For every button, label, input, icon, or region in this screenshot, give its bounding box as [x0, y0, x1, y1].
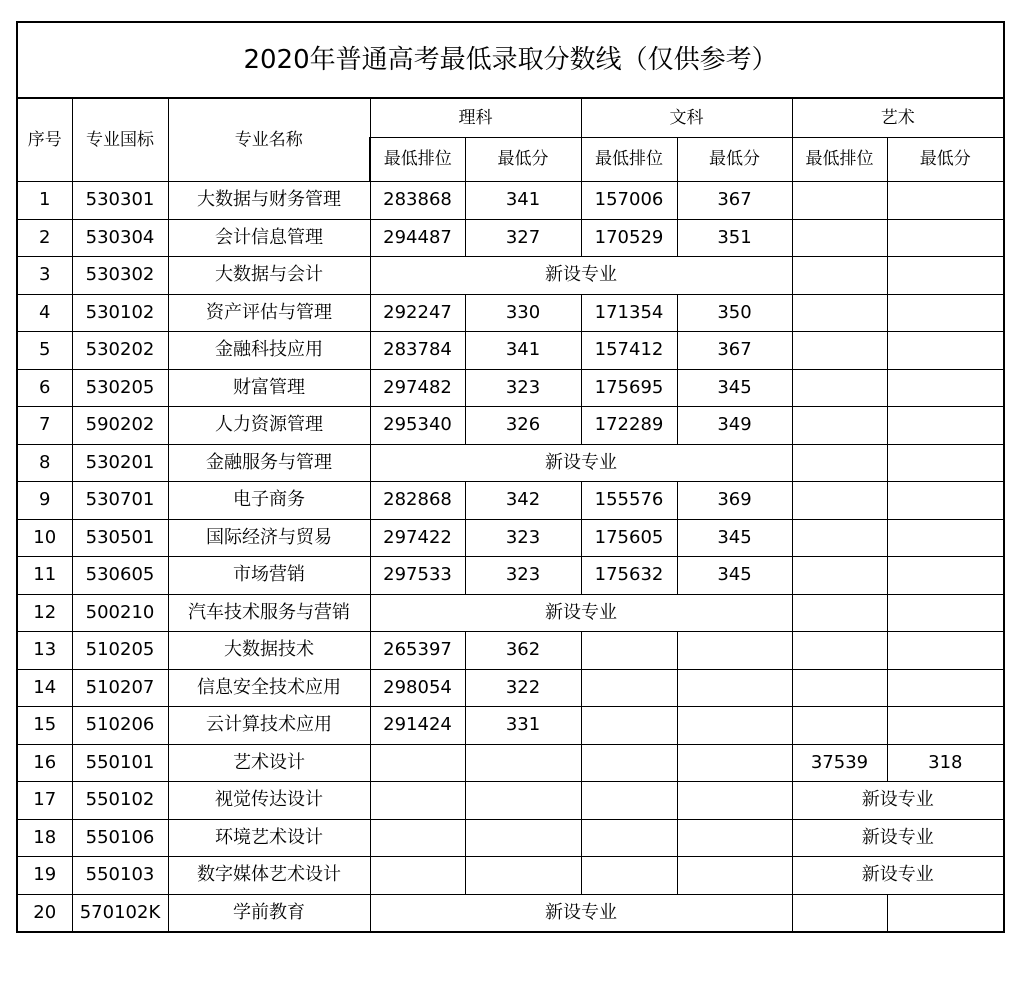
cell-art-rank	[792, 669, 887, 707]
header-science-rank: 最低排位	[370, 138, 465, 182]
cell-liberal-score	[677, 819, 792, 857]
table-row	[17, 557, 1004, 595]
cell-science-rank: 283868	[370, 182, 465, 220]
cell-new-major: 新设专业	[792, 782, 1004, 820]
table-title: 2020年普通高考最低录取分数线（仅供参考）	[17, 22, 1004, 98]
table-row	[17, 857, 1004, 895]
cell-liberal-rank: 175632	[581, 557, 677, 595]
table-row	[17, 407, 1004, 445]
cell-science-rank: 298054	[370, 669, 465, 707]
cell-name: 金融服务与管理	[168, 444, 370, 482]
cell-liberal-score	[677, 707, 792, 745]
table-row	[17, 482, 1004, 520]
cell-name: 市场营销	[168, 557, 370, 595]
cell-code: 530501	[72, 519, 168, 557]
cell-art-score	[887, 894, 1004, 932]
cell-liberal-score: 350	[677, 294, 792, 332]
cell-art-score	[887, 182, 1004, 220]
cell-art-score	[887, 632, 1004, 670]
cell-seq: 1	[17, 182, 72, 220]
cell-liberal-rank: 171354	[581, 294, 677, 332]
cell-science-rank	[370, 782, 465, 820]
cell-science-rank: 283784	[370, 332, 465, 370]
cell-liberal-rank	[581, 632, 677, 670]
cell-art-score	[887, 257, 1004, 295]
cell-name: 国际经济与贸易	[168, 519, 370, 557]
cell-code: 530201	[72, 444, 168, 482]
cell-science-rank: 292247	[370, 294, 465, 332]
table-row	[17, 332, 1004, 370]
cell-liberal-score: 367	[677, 182, 792, 220]
header-art-rank: 最低排位	[792, 138, 887, 182]
cell-science-score	[465, 857, 581, 895]
cell-seq: 5	[17, 332, 72, 370]
cell-seq: 2	[17, 219, 72, 257]
cell-seq: 10	[17, 519, 72, 557]
table-row	[17, 594, 1004, 632]
cell-liberal-score: 349	[677, 407, 792, 445]
cell-name: 财富管理	[168, 369, 370, 407]
cell-liberal-score: 367	[677, 332, 792, 370]
cell-seq: 3	[17, 257, 72, 295]
cell-science-score: 323	[465, 519, 581, 557]
cell-name: 电子商务	[168, 482, 370, 520]
cell-art-rank	[792, 482, 887, 520]
cell-liberal-rank	[581, 744, 677, 782]
cell-liberal-score: 345	[677, 519, 792, 557]
cell-science-score: 327	[465, 219, 581, 257]
cell-liberal-score	[677, 669, 792, 707]
cell-name: 信息安全技术应用	[168, 669, 370, 707]
cell-art-rank	[792, 707, 887, 745]
cell-name: 艺术设计	[168, 744, 370, 782]
cell-name: 环境艺术设计	[168, 819, 370, 857]
cell-art-score	[887, 407, 1004, 445]
cell-liberal-score: 345	[677, 369, 792, 407]
cell-science-rank	[370, 857, 465, 895]
cell-seq: 13	[17, 632, 72, 670]
cell-liberal-rank	[581, 707, 677, 745]
cell-name: 金融科技应用	[168, 332, 370, 370]
header-liberal: 文科	[581, 98, 792, 138]
cell-seq: 7	[17, 407, 72, 445]
cell-code: 570102K	[72, 894, 168, 932]
cell-science-rank	[370, 744, 465, 782]
header-name: 专业名称	[168, 98, 370, 182]
cell-liberal-rank: 175695	[581, 369, 677, 407]
table-row	[17, 632, 1004, 670]
cell-art-rank	[792, 632, 887, 670]
cell-name: 资产评估与管理	[168, 294, 370, 332]
cell-liberal-rank: 172289	[581, 407, 677, 445]
cell-art-rank	[792, 407, 887, 445]
cell-liberal-rank: 170529	[581, 219, 677, 257]
cell-liberal-score	[677, 744, 792, 782]
cell-seq: 6	[17, 369, 72, 407]
header-code: 专业国标	[72, 98, 168, 182]
cell-code: 510207	[72, 669, 168, 707]
cell-new-major: 新设专业	[792, 857, 1004, 895]
cell-science-score: 341	[465, 182, 581, 220]
cell-art-score	[887, 557, 1004, 595]
header-seq: 序号	[17, 98, 72, 182]
cell-new-major: 新设专业	[370, 257, 792, 295]
table-row	[17, 369, 1004, 407]
cell-name: 会计信息管理	[168, 219, 370, 257]
cell-code: 530302	[72, 257, 168, 295]
table-row	[17, 707, 1004, 745]
cell-science-score: 362	[465, 632, 581, 670]
admission-score-table	[16, 21, 1005, 933]
cell-code: 550103	[72, 857, 168, 895]
cell-liberal-score	[677, 782, 792, 820]
cell-art-score: 318	[887, 744, 1004, 782]
cell-science-score	[465, 782, 581, 820]
cell-art-score	[887, 669, 1004, 707]
cell-code: 530205	[72, 369, 168, 407]
cell-name: 人力资源管理	[168, 407, 370, 445]
cell-science-score: 331	[465, 707, 581, 745]
cell-new-major: 新设专业	[792, 819, 1004, 857]
cell-science-score	[465, 819, 581, 857]
table-row	[17, 782, 1004, 820]
cell-art-rank	[792, 369, 887, 407]
cell-science-rank: 291424	[370, 707, 465, 745]
cell-code: 500210	[72, 594, 168, 632]
cell-art-rank	[792, 519, 887, 557]
cell-name: 大数据与会计	[168, 257, 370, 295]
table-row	[17, 294, 1004, 332]
header-liberal-rank: 最低排位	[581, 138, 677, 182]
table-body	[17, 182, 1004, 933]
cell-seq: 9	[17, 482, 72, 520]
cell-art-rank	[792, 444, 887, 482]
cell-liberal-rank: 157006	[581, 182, 677, 220]
cell-liberal-rank: 157412	[581, 332, 677, 370]
table-row	[17, 257, 1004, 295]
cell-seq: 17	[17, 782, 72, 820]
cell-art-score	[887, 444, 1004, 482]
cell-art-rank: 37539	[792, 744, 887, 782]
cell-code: 530605	[72, 557, 168, 595]
cell-science-score: 323	[465, 369, 581, 407]
cell-art-rank	[792, 332, 887, 370]
cell-code: 530304	[72, 219, 168, 257]
cell-art-score	[887, 519, 1004, 557]
cell-art-rank	[792, 257, 887, 295]
cell-name: 云计算技术应用	[168, 707, 370, 745]
cell-code: 530701	[72, 482, 168, 520]
header-art-score: 最低分	[887, 138, 1004, 182]
cell-code: 550101	[72, 744, 168, 782]
cell-code: 530202	[72, 332, 168, 370]
cell-seq: 4	[17, 294, 72, 332]
cell-new-major: 新设专业	[370, 594, 792, 632]
cell-seq: 12	[17, 594, 72, 632]
table-row	[17, 819, 1004, 857]
cell-seq: 14	[17, 669, 72, 707]
cell-science-rank	[370, 819, 465, 857]
cell-liberal-score	[677, 857, 792, 895]
cell-art-score	[887, 219, 1004, 257]
cell-science-rank: 297422	[370, 519, 465, 557]
cell-science-score	[465, 744, 581, 782]
table-row	[17, 669, 1004, 707]
cell-science-rank: 265397	[370, 632, 465, 670]
cell-code: 510205	[72, 632, 168, 670]
table-row	[17, 444, 1004, 482]
cell-seq: 16	[17, 744, 72, 782]
cell-science-rank: 294487	[370, 219, 465, 257]
cell-name: 汽车技术服务与营销	[168, 594, 370, 632]
cell-science-score: 342	[465, 482, 581, 520]
cell-art-score	[887, 707, 1004, 745]
cell-code: 550106	[72, 819, 168, 857]
cell-science-rank: 282868	[370, 482, 465, 520]
cell-seq: 11	[17, 557, 72, 595]
cell-code: 590202	[72, 407, 168, 445]
header-art: 艺术	[792, 98, 1004, 138]
header-science-score: 最低分	[465, 138, 581, 182]
cell-art-rank	[792, 294, 887, 332]
cell-art-rank	[792, 594, 887, 632]
cell-science-score: 326	[465, 407, 581, 445]
table-row	[17, 744, 1004, 782]
cell-liberal-score: 369	[677, 482, 792, 520]
cell-science-rank: 297482	[370, 369, 465, 407]
cell-name: 学前教育	[168, 894, 370, 932]
cell-seq: 20	[17, 894, 72, 932]
table-row	[17, 519, 1004, 557]
header-liberal-score: 最低分	[677, 138, 792, 182]
cell-name: 大数据技术	[168, 632, 370, 670]
cell-code: 530301	[72, 182, 168, 220]
cell-science-score: 323	[465, 557, 581, 595]
cell-seq: 18	[17, 819, 72, 857]
cell-liberal-score	[677, 632, 792, 670]
cell-liberal-rank	[581, 857, 677, 895]
cell-science-score: 322	[465, 669, 581, 707]
cell-art-score	[887, 294, 1004, 332]
cell-name: 视觉传达设计	[168, 782, 370, 820]
cell-liberal-rank	[581, 819, 677, 857]
cell-art-score	[887, 369, 1004, 407]
header-science: 理科	[370, 98, 581, 138]
cell-art-rank	[792, 557, 887, 595]
cell-new-major: 新设专业	[370, 894, 792, 932]
cell-name: 大数据与财务管理	[168, 182, 370, 220]
cell-science-score: 341	[465, 332, 581, 370]
cell-art-rank	[792, 894, 887, 932]
cell-art-rank	[792, 182, 887, 220]
cell-science-rank: 297533	[370, 557, 465, 595]
cell-science-score: 330	[465, 294, 581, 332]
cell-liberal-score: 345	[677, 557, 792, 595]
cell-science-rank: 295340	[370, 407, 465, 445]
cell-liberal-rank	[581, 669, 677, 707]
cell-liberal-rank: 175605	[581, 519, 677, 557]
cell-liberal-rank	[581, 782, 677, 820]
cell-liberal-score: 351	[677, 219, 792, 257]
cell-code: 530102	[72, 294, 168, 332]
cell-seq: 15	[17, 707, 72, 745]
table-row	[17, 219, 1004, 257]
cell-code: 510206	[72, 707, 168, 745]
table-row	[17, 894, 1004, 932]
cell-seq: 8	[17, 444, 72, 482]
table-row	[17, 182, 1004, 220]
cell-art-score	[887, 332, 1004, 370]
cell-liberal-rank: 155576	[581, 482, 677, 520]
cell-art-rank	[792, 219, 887, 257]
cell-seq: 19	[17, 857, 72, 895]
cell-art-score	[887, 482, 1004, 520]
cell-art-score	[887, 594, 1004, 632]
cell-code: 550102	[72, 782, 168, 820]
cell-new-major: 新设专业	[370, 444, 792, 482]
cell-name: 数字媒体艺术设计	[168, 857, 370, 895]
